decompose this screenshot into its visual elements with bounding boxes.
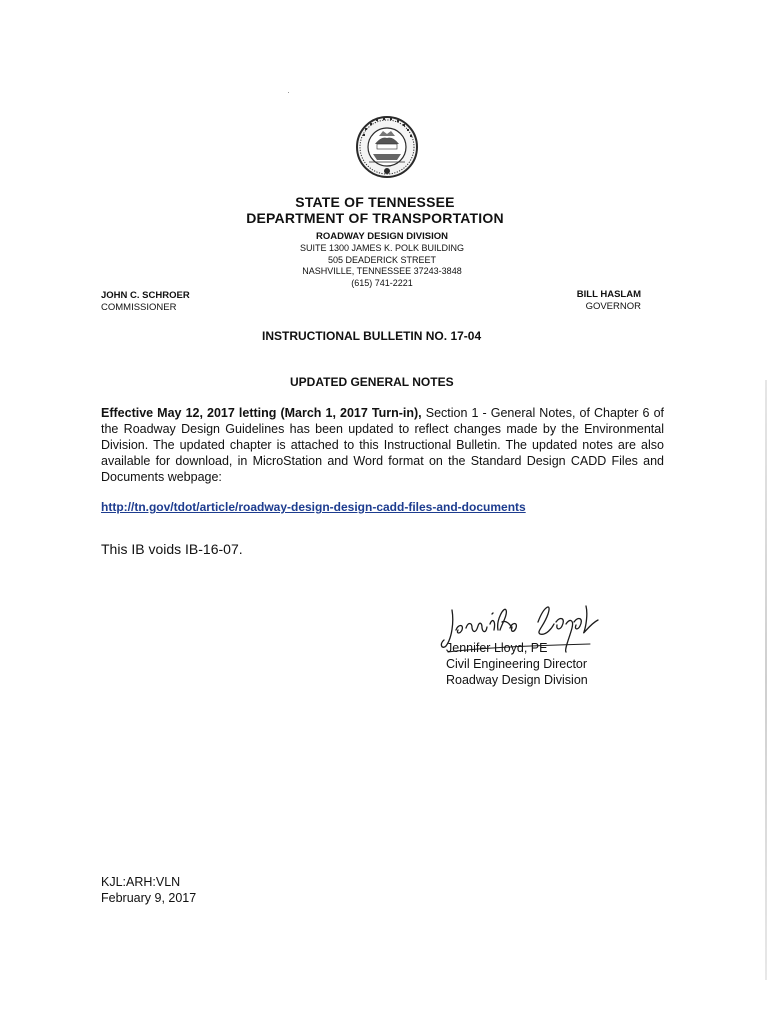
bulletin-number: INSTRUCTIONAL BULLETIN NO. 17-04: [262, 329, 482, 343]
tennessee-state-seal-icon: [355, 114, 419, 184]
voids-statement: This IB voids IB-16-07.: [101, 541, 243, 557]
scan-speck: [288, 92, 289, 93]
division-name: ROADWAY DESIGN DIVISION: [316, 231, 448, 242]
bulletin-body-text: Section 1 - General Notes, of Chapter 6 of the Roadway Design Guidelines has been updated to reflect changes made by the Environmental Division. The updated chapter is attached to this Instructional Bulletin. The updated notes are also available for download, in MicroStation and Word format on the Standard Design CADD Files and Documents webpage:: [101, 406, 664, 484]
phone-number: (615) 741-2221: [351, 278, 413, 288]
address-line-1: SUITE 1300 JAMES K. POLK BUILDING: [299, 243, 465, 253]
state-title: STATE OF TENNESSEE: [295, 194, 455, 210]
reference-initials: KJL:ARH:VLN: [101, 875, 181, 889]
footer-block: [101, 874, 196, 906]
governor-block: [577, 289, 641, 313]
bulletin-date: February 9, 2017: [101, 891, 197, 905]
bulletin-subject: UPDATED GENERAL NOTES: [290, 375, 454, 389]
cadd-files-link[interactable]: http://tn.gov/tdot/article/roadway-design-design-cadd-files-and-documents: [101, 500, 526, 514]
signatory-title: Civil Engineering Director: [446, 657, 588, 671]
signatory-name: Jennifer Lloyd, PE: [446, 641, 548, 655]
commissioner-name: JOHN C. SCHROER: [101, 290, 190, 301]
signatory-block: [446, 640, 588, 688]
address-line-2: 505 DEADERICK STREET: [327, 255, 437, 265]
bulletin-body: [101, 405, 664, 485]
governor-title: GOVERNOR: [585, 301, 641, 312]
signatory-division: Roadway Design Division: [446, 673, 588, 687]
governor-name: BILL HASLAM: [576, 289, 641, 300]
department-title: DEPARTMENT OF TRANSPORTATION: [246, 210, 504, 226]
address-line-3: NASHVILLE, TENNESSEE 37243-3848: [302, 266, 462, 276]
commissioner-block: [101, 290, 190, 314]
commissioner-title: COMMISSIONER: [101, 302, 177, 313]
bulletin-lead: Effective May 12, 2017 letting (March 1, 2017 Turn-in),: [101, 406, 422, 420]
scan-edge-shadow: [765, 380, 767, 980]
